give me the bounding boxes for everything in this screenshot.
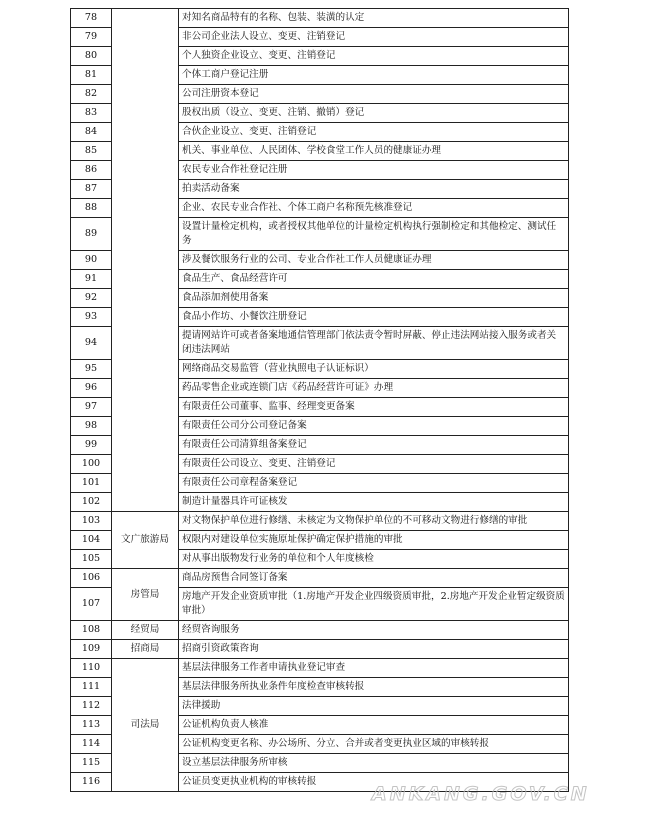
service-item: 公司注册资本登记 xyxy=(179,85,569,104)
row-number: 84 xyxy=(71,123,112,142)
department-cell-blank xyxy=(112,9,179,512)
service-item: 设置计量检定机构，或者授权其他单位的计量检定机构执行强制检定和其他检定、测试任务 xyxy=(179,218,569,251)
row-number: 102 xyxy=(71,493,112,512)
services-table xyxy=(70,8,569,792)
service-item: 商品房预售合同签订备案 xyxy=(179,569,569,588)
table-row xyxy=(71,9,569,28)
service-item: 公证机构变更名称、办公场所、分立、合并或者变更执业区域的审核转报 xyxy=(179,735,569,754)
service-item: 有限责任公司设立、变更、注销登记 xyxy=(179,455,569,474)
service-item: 个体工商户登记注册 xyxy=(179,66,569,85)
service-item: 有限责任公司清算组备案登记 xyxy=(179,436,569,455)
row-number: 91 xyxy=(71,270,112,289)
row-number: 95 xyxy=(71,360,112,379)
row-number: 115 xyxy=(71,754,112,773)
service-item: 食品生产、食品经营许可 xyxy=(179,270,569,289)
service-item: 基层法律服务所执业条件年度检查审核转报 xyxy=(179,678,569,697)
service-item: 非公司企业法人设立、变更、注销登记 xyxy=(179,28,569,47)
service-item: 涉及餐饮服务行业的公司、专业合作社工作人员健康证办理 xyxy=(179,251,569,270)
table-row xyxy=(71,512,569,531)
row-number: 111 xyxy=(71,678,112,697)
row-number: 109 xyxy=(71,640,112,659)
row-number: 106 xyxy=(71,569,112,588)
service-item: 公证机构负责人核准 xyxy=(179,716,569,735)
service-item: 企业、农民专业合作社、个体工商户名称预先核准登记 xyxy=(179,199,569,218)
service-item: 提请网站许可或者备案地通信管理部门依法责令暂时屏蔽、停止违法网站接入服务或者关闭违法网站 xyxy=(179,327,569,360)
table-row xyxy=(71,659,569,678)
row-number: 86 xyxy=(71,161,112,180)
service-item: 有限责任公司分公司登记备案 xyxy=(179,417,569,436)
row-number: 80 xyxy=(71,47,112,66)
row-number: 78 xyxy=(71,9,112,28)
row-number: 103 xyxy=(71,512,112,531)
table-row xyxy=(71,569,569,588)
row-number: 87 xyxy=(71,180,112,199)
row-number: 98 xyxy=(71,417,112,436)
row-number: 82 xyxy=(71,85,112,104)
table-row xyxy=(71,621,569,640)
service-item: 对知名商品特有的名称、包装、装潢的认定 xyxy=(179,9,569,28)
row-number: 96 xyxy=(71,379,112,398)
service-item: 药品零售企业或连锁门店《药品经营许可证》办理 xyxy=(179,379,569,398)
row-number: 85 xyxy=(71,142,112,161)
service-item: 权限内对建设单位实施原址保护确定保护措施的审批 xyxy=(179,531,569,550)
row-number: 83 xyxy=(71,104,112,123)
service-item: 食品小作坊、小餐饮注册登记 xyxy=(179,308,569,327)
department-culture-tourism: 文广旅游局 xyxy=(112,512,179,569)
department-investment: 招商局 xyxy=(112,640,179,659)
service-item: 对文物保护单位进行修缮、未核定为文物保护单位的不可移动文物进行修缮的审批 xyxy=(179,512,569,531)
row-number: 105 xyxy=(71,550,112,569)
row-number: 81 xyxy=(71,66,112,85)
row-number: 116 xyxy=(71,773,112,792)
row-number: 92 xyxy=(71,289,112,308)
row-number: 112 xyxy=(71,697,112,716)
service-item: 食品添加剂使用备案 xyxy=(179,289,569,308)
service-item: 招商引资政策咨询 xyxy=(179,640,569,659)
table-row xyxy=(71,640,569,659)
service-item: 拍卖活动备案 xyxy=(179,180,569,199)
service-item: 设立基层法律服务所审核 xyxy=(179,754,569,773)
row-number: 97 xyxy=(71,398,112,417)
row-number: 99 xyxy=(71,436,112,455)
service-item: 农民专业合作社登记注册 xyxy=(179,161,569,180)
service-item: 制造计量器具许可证核发 xyxy=(179,493,569,512)
watermark: ANKANG.GOV.CN xyxy=(372,783,590,805)
department-justice: 司法局 xyxy=(112,659,179,792)
service-item: 房地产开发企业资质审批（1.房地产开发企业四级资质审批，2.房地产开发企业暂定级资质审批） xyxy=(179,588,569,621)
service-item: 股权出质（设立、变更、注销、撤销）登记 xyxy=(179,104,569,123)
row-number: 89 xyxy=(71,218,112,251)
service-item: 经贸咨询服务 xyxy=(179,621,569,640)
row-number: 110 xyxy=(71,659,112,678)
service-item: 对从事出版物发行业务的单位和个人年度核检 xyxy=(179,550,569,569)
row-number: 114 xyxy=(71,735,112,754)
row-number: 113 xyxy=(71,716,112,735)
department-trade: 经贸局 xyxy=(112,621,179,640)
row-number: 94 xyxy=(71,327,112,360)
row-number: 107 xyxy=(71,588,112,621)
service-item: 有限责任公司董事、监事、经理变更备案 xyxy=(179,398,569,417)
service-item: 公证员变更执业机构的审核转报 xyxy=(179,773,569,792)
service-item: 个人独资企业设立、变更、注销登记 xyxy=(179,47,569,66)
row-number: 104 xyxy=(71,531,112,550)
row-number: 90 xyxy=(71,251,112,270)
row-number: 88 xyxy=(71,199,112,218)
row-number: 79 xyxy=(71,28,112,47)
service-item: 法律援助 xyxy=(179,697,569,716)
service-item: 合伙企业设立、变更、注销登记 xyxy=(179,123,569,142)
row-number: 101 xyxy=(71,474,112,493)
row-number: 108 xyxy=(71,621,112,640)
department-housing: 房管局 xyxy=(112,569,179,621)
row-number: 100 xyxy=(71,455,112,474)
service-item: 机关、事业单位、人民团体、学校食堂工作人员的健康证办理 xyxy=(179,142,569,161)
service-item: 网络商品交易监管（营业执照电子认证标识） xyxy=(179,360,569,379)
service-item: 基层法律服务工作者申请执业登记审查 xyxy=(179,659,569,678)
row-number: 93 xyxy=(71,308,112,327)
service-item: 有限责任公司章程备案登记 xyxy=(179,474,569,493)
